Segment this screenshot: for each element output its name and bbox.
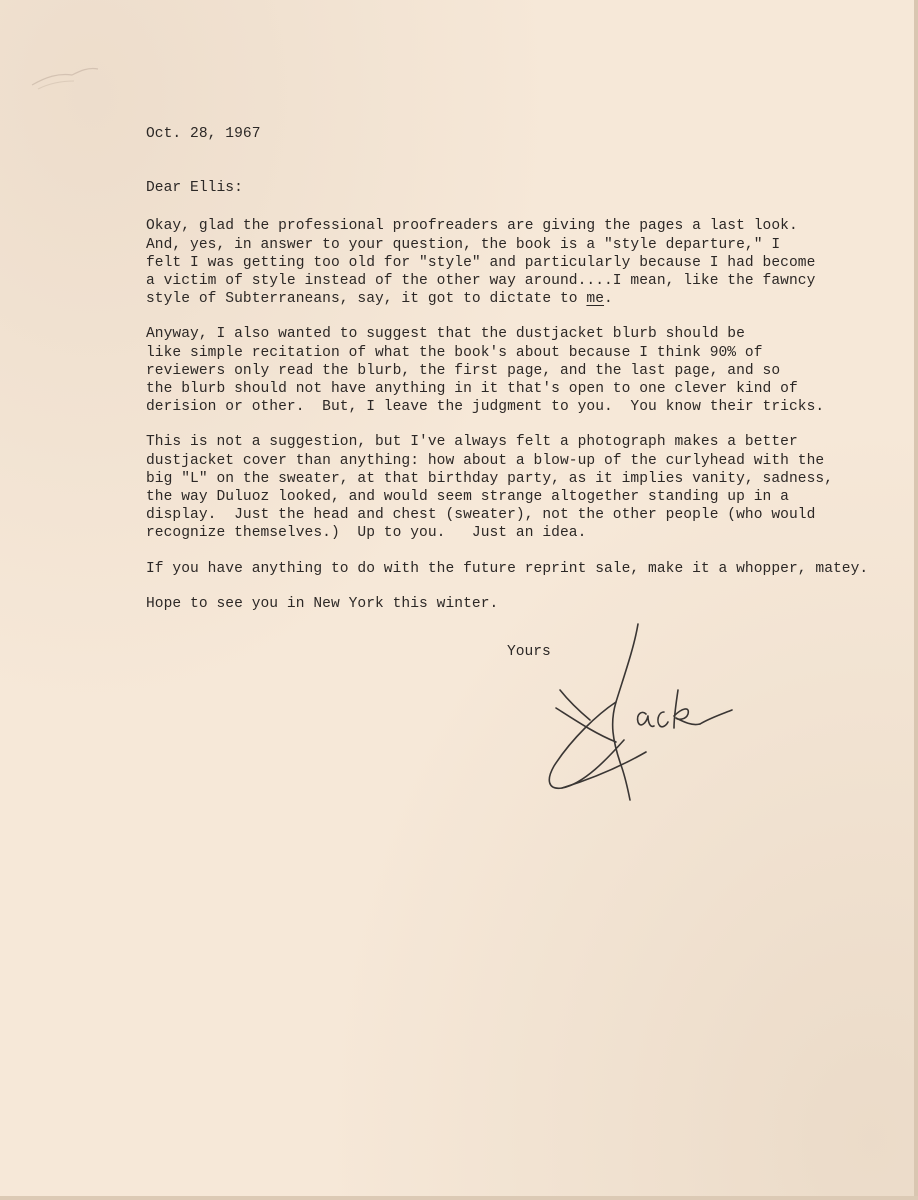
text-line: Hope to see you in New York this winter. bbox=[146, 595, 499, 612]
text-line: This is not a suggestion, but I've always felt a photograph makes a better bbox=[146, 434, 798, 451]
letter-salutation: Dear Ellis: bbox=[146, 180, 243, 197]
text-line: derision or other. But, I leave the judgment to you. You know their tricks. bbox=[146, 399, 825, 416]
emphasis-underlined: me bbox=[586, 291, 605, 308]
text-line: a victim of style instead of the other way around....I mean, like the fawncy bbox=[146, 273, 816, 290]
text-line bbox=[146, 290, 896, 308]
paragraph-2 bbox=[146, 325, 896, 416]
text-line: felt I was getting too old for "style" and particularly because I had become bbox=[146, 254, 816, 271]
text-line: Anyway, I also wanted to suggest that the dustjacket blurb should be bbox=[146, 326, 745, 343]
text-line: And, yes, in answer to your question, the book is a "style departure," I bbox=[146, 236, 781, 253]
text-line: the way Duluoz looked, and would seem strange altogether standing up in a bbox=[146, 489, 789, 506]
paragraph-3 bbox=[146, 433, 896, 542]
text-line: like simple recitation of what the book's about because I think 90% of bbox=[146, 344, 763, 361]
paragraph-5 bbox=[146, 595, 896, 613]
text-line: big "L" on the sweater, at that birthday party, as it implies vanity, sadness, bbox=[146, 470, 833, 487]
text-line: dustjacket cover than anything: how about a blow-up of the curlyhead with the bbox=[146, 452, 825, 469]
text-line: recognize themselves.) Up to you. Just an idea. bbox=[146, 525, 587, 542]
paragraph-4 bbox=[146, 560, 896, 578]
text-line: the blurb should not have anything in it that's open to one clever kind of bbox=[146, 381, 798, 398]
text-line-part: . bbox=[604, 291, 613, 308]
text-line: If you have anything to do with the future reprint sale, make it a whopper, matey. bbox=[146, 560, 869, 577]
letter-closing: Yours bbox=[507, 644, 551, 660]
handwritten-signature bbox=[538, 618, 738, 808]
letter-body bbox=[146, 125, 896, 630]
text-line: Okay, glad the professional proofreaders are giving the pages a last look. bbox=[146, 218, 798, 235]
letter-date: Oct. 28, 1967 bbox=[146, 126, 261, 142]
text-line: display. Just the head and chest (sweater), not the other people (who would bbox=[146, 507, 816, 524]
paper-smudge bbox=[28, 55, 118, 95]
paper-edge-bottom bbox=[0, 1196, 918, 1200]
paper-edge-right bbox=[914, 0, 918, 1200]
paragraph-1 bbox=[146, 217, 896, 308]
text-line: reviewers only read the blurb, the first page, and the last page, and so bbox=[146, 362, 781, 379]
text-line-part: style of Subterraneans, say, it got to dictate to bbox=[146, 291, 587, 308]
